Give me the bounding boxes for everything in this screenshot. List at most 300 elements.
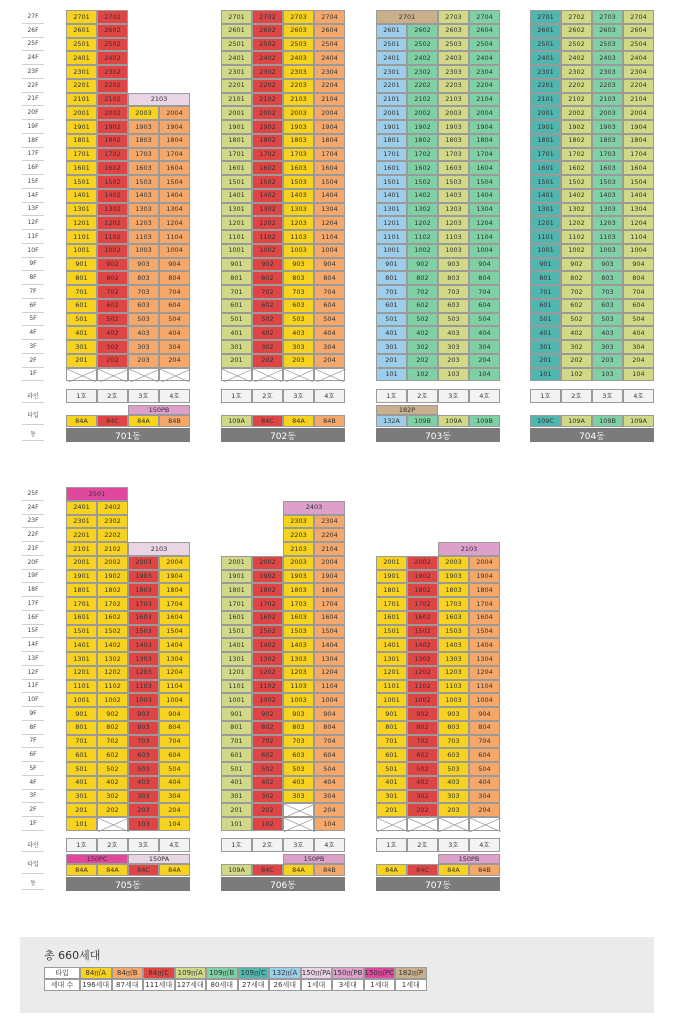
apartment-unit: 1202: [407, 216, 438, 230]
apartment-unit: 1801: [66, 134, 97, 148]
legend-count-132A: 26세대: [269, 979, 301, 991]
apartment-unit: 702: [407, 285, 438, 299]
apartment-unit: 1802: [407, 134, 438, 148]
apartment-unit: 701: [376, 735, 407, 749]
floor-label: 5F: [22, 313, 44, 327]
apartment-unit: 2303: [592, 65, 623, 79]
apartment-unit: 2602: [561, 24, 592, 38]
line-label: 2호: [252, 838, 283, 852]
empty-pilotis-cell: [283, 368, 314, 382]
apartment-unit: 1001: [66, 693, 97, 707]
type-label: 84A: [66, 864, 97, 876]
apartment-unit: 2003: [438, 556, 469, 570]
apartment-unit: 1602: [407, 161, 438, 175]
apartment-unit: 1402: [407, 189, 438, 203]
apartment-unit: 2104: [469, 93, 500, 107]
apartment-unit: 2602: [252, 24, 283, 38]
apartment-unit: 604: [469, 299, 500, 313]
apartment-unit: 803: [283, 271, 314, 285]
apartment-unit: 1701: [221, 148, 252, 162]
apartment-unit: 2001: [221, 106, 252, 120]
apartment-unit: 701: [530, 285, 561, 299]
apartment-unit: 2402: [407, 51, 438, 65]
apartment-unit: 301: [376, 340, 407, 354]
apartment-unit: 1902: [252, 570, 283, 584]
apartment-unit: 1904: [159, 570, 190, 584]
apartment-unit: 1003: [283, 693, 314, 707]
apartment-unit: 2301: [221, 65, 252, 79]
apartment-unit: 1304: [314, 203, 345, 217]
apartment-unit: 1802: [252, 583, 283, 597]
apartment-unit: 2401: [376, 51, 407, 65]
apartment-unit: 2204: [314, 79, 345, 93]
line-label: 4호: [159, 389, 190, 403]
legend-count-150PB: 3세대: [332, 979, 364, 991]
apartment-unit: 1603: [283, 161, 314, 175]
legend-count-109C: 27세대: [238, 979, 270, 991]
type-label: 109B: [469, 415, 500, 427]
floor-label: 12F: [22, 666, 44, 680]
apartment-unit: 2703: [283, 10, 314, 24]
row-label-line: 라인: [22, 389, 44, 403]
apartment-unit: 2503: [592, 38, 623, 52]
apartment-unit: 201: [221, 803, 252, 817]
apartment-unit: 2101: [66, 542, 97, 556]
apartment-unit: 2004: [469, 106, 500, 120]
apartment-unit: 1503: [128, 625, 159, 639]
dong-name-bar: 706동: [221, 877, 345, 891]
floor-label: 20F: [22, 556, 44, 570]
apartment-unit: 1702: [97, 597, 128, 611]
apartment-unit: 303: [128, 790, 159, 804]
apartment-unit: 403: [283, 326, 314, 340]
apartment-unit: 1804: [314, 583, 345, 597]
dong-name-bar: 707동: [376, 877, 500, 891]
floor-label: 13F: [22, 652, 44, 666]
apartment-unit: 504: [469, 762, 500, 776]
apartment-unit: 201: [530, 354, 561, 368]
apartment-unit: 2401: [530, 51, 561, 65]
apartment-unit: 1903: [592, 120, 623, 134]
apartment-unit: 1701: [530, 148, 561, 162]
apartment-unit: 301: [530, 340, 561, 354]
apartment-unit: 1103: [283, 680, 314, 694]
apartment-unit: 2401: [221, 51, 252, 65]
apartment-unit: 1803: [128, 583, 159, 597]
apartment-unit: 304: [469, 340, 500, 354]
apartment-unit: 2201: [221, 79, 252, 93]
line-label: 1호: [66, 389, 97, 403]
apartment-unit: 2402: [97, 501, 128, 515]
apartment-unit: 2003: [283, 106, 314, 120]
line-label: 3호: [438, 838, 469, 852]
apartment-unit: 1701: [221, 597, 252, 611]
row-label-dong: 동: [22, 427, 44, 441]
apartment-unit: 2504: [623, 38, 654, 52]
apartment-unit: 2102: [97, 542, 128, 556]
apartment-unit: 302: [97, 340, 128, 354]
apartment-unit: 1103: [283, 230, 314, 244]
floor-label: 11F: [22, 680, 44, 694]
apartment-unit: 1701: [66, 148, 97, 162]
penthouse-unit: 2103: [128, 542, 190, 556]
apartment-unit: 1102: [561, 230, 592, 244]
apartment-unit: 1503: [128, 175, 159, 189]
apartment-unit: 1303: [283, 203, 314, 217]
apartment-unit: 1503: [283, 625, 314, 639]
apartment-unit: 1504: [159, 625, 190, 639]
apartment-unit: 503: [438, 313, 469, 327]
apartment-unit: 1904: [469, 120, 500, 134]
apartment-unit: 2002: [407, 556, 438, 570]
apartment-unit: 1403: [128, 189, 159, 203]
line-label: 1호: [530, 389, 561, 403]
apartment-unit: 1701: [376, 148, 407, 162]
legend-count-109B: 80세대: [206, 979, 238, 991]
apartment-unit: 304: [623, 340, 654, 354]
apartment-unit: 1604: [159, 161, 190, 175]
apartment-unit: 2502: [97, 38, 128, 52]
apartment-unit: 1502: [252, 175, 283, 189]
apartment-unit: 404: [159, 326, 190, 340]
apartment-unit: 1601: [376, 611, 407, 625]
apartment-unit: 2202: [97, 79, 128, 93]
apartment-unit: 704: [314, 735, 345, 749]
penthouse-unit: 2501: [66, 487, 128, 501]
apartment-unit: 1502: [252, 625, 283, 639]
apartment-unit: 1703: [128, 148, 159, 162]
apartment-unit: 604: [623, 299, 654, 313]
apartment-unit: 802: [407, 271, 438, 285]
apartment-unit: 1802: [97, 134, 128, 148]
apartment-unit: 2103: [438, 93, 469, 107]
floor-label: 10F: [22, 244, 44, 258]
legend-type-109C: 109㎡C: [238, 967, 270, 979]
apartment-unit: 504: [314, 762, 345, 776]
apartment-unit: 301: [221, 340, 252, 354]
empty-pilotis-cell: [469, 817, 500, 831]
apartment-unit: 801: [66, 271, 97, 285]
apartment-unit: 1103: [128, 230, 159, 244]
apartment-unit: 2204: [469, 79, 500, 93]
apartment-unit: 2601: [530, 24, 561, 38]
line-label: 3호: [128, 838, 159, 852]
legend-count-84A: 196세대: [80, 979, 112, 991]
apartment-unit: 1304: [469, 652, 500, 666]
apartment-unit: 1402: [252, 189, 283, 203]
apartment-unit: 1503: [438, 175, 469, 189]
dong-name-bar: 705동: [66, 877, 190, 891]
apartment-unit: 703: [128, 285, 159, 299]
apartment-unit: 1304: [623, 203, 654, 217]
apartment-unit: 604: [314, 299, 345, 313]
apartment-unit: 503: [128, 762, 159, 776]
apartment-unit: 1601: [221, 161, 252, 175]
apartment-unit: 1704: [314, 597, 345, 611]
apartment-unit: 501: [376, 313, 407, 327]
apartment-unit: 1301: [221, 652, 252, 666]
apartment-unit: 1201: [376, 666, 407, 680]
apartment-unit: 1101: [530, 230, 561, 244]
floor-label: 9F: [22, 707, 44, 721]
apartment-unit: 2004: [159, 106, 190, 120]
apartment-unit: 2301: [66, 65, 97, 79]
dong-name-bar: 704동: [530, 428, 654, 442]
apartment-unit: 203: [128, 354, 159, 368]
apartment-unit: 703: [128, 735, 159, 749]
apartment-unit: 2403: [592, 51, 623, 65]
apartment-unit: 404: [469, 326, 500, 340]
apartment-unit: 1302: [252, 652, 283, 666]
apartment-unit: 1502: [561, 175, 592, 189]
apartment-unit: 1604: [623, 161, 654, 175]
apartment-unit: 902: [407, 258, 438, 272]
type-label: 109A: [623, 415, 654, 427]
line-label: 2호: [97, 389, 128, 403]
apartment-unit: 2004: [314, 106, 345, 120]
floor-label: 25F: [22, 487, 44, 501]
legend-count-150PA: 1세대: [301, 979, 333, 991]
apartment-unit: 1804: [314, 134, 345, 148]
apartment-unit: 804: [469, 271, 500, 285]
apartment-unit: 1801: [376, 134, 407, 148]
apartment-unit: 1004: [159, 693, 190, 707]
apartment-unit: 1301: [530, 203, 561, 217]
apartment-unit: 2603: [592, 24, 623, 38]
apartment-unit: 1803: [283, 583, 314, 597]
floor-label: 25F: [22, 38, 44, 52]
apartment-unit: 1701: [376, 597, 407, 611]
apartment-unit: 403: [128, 326, 159, 340]
apartment-unit: 804: [469, 721, 500, 735]
apartment-unit: 1902: [97, 570, 128, 584]
apartment-unit: 1501: [376, 625, 407, 639]
apartment-unit: 1003: [438, 693, 469, 707]
apartment-unit: 601: [66, 299, 97, 313]
apartment-unit: 704: [469, 285, 500, 299]
apartment-unit: 2301: [530, 65, 561, 79]
type-label: 84B: [314, 415, 345, 427]
apartment-unit: 1801: [530, 134, 561, 148]
apartment-unit: 1904: [469, 570, 500, 584]
apartment-unit: 1803: [283, 134, 314, 148]
apartment-unit: 1504: [623, 175, 654, 189]
apartment-unit: 2201: [66, 79, 97, 93]
apartment-unit: 1201: [66, 216, 97, 230]
apartment-unit: 901: [530, 258, 561, 272]
apartment-unit: 2202: [407, 79, 438, 93]
apartment-unit: 2501: [221, 38, 252, 52]
apartment-unit: 1204: [159, 666, 190, 680]
penthouse-unit: 2103: [128, 93, 190, 107]
apartment-unit: 504: [159, 762, 190, 776]
apartment-unit: 1903: [128, 120, 159, 134]
type-label: 84C: [128, 864, 159, 876]
floor-label: 19F: [22, 570, 44, 584]
apartment-unit: 2102: [407, 93, 438, 107]
apartment-unit: 603: [438, 748, 469, 762]
apartment-unit: 204: [314, 803, 345, 817]
apartment-unit: 1601: [221, 611, 252, 625]
apartment-unit: 903: [283, 258, 314, 272]
apartment-unit: 902: [252, 258, 283, 272]
apartment-unit: 1702: [97, 148, 128, 162]
type-label: 109B: [592, 415, 623, 427]
apartment-unit: 2201: [530, 79, 561, 93]
apartment-unit: 903: [438, 707, 469, 721]
apartment-unit: 604: [314, 748, 345, 762]
apartment-unit: 1401: [221, 189, 252, 203]
apartment-unit: 402: [97, 326, 128, 340]
apartment-unit: 1602: [97, 161, 128, 175]
apartment-unit: 802: [97, 271, 128, 285]
type-label: 84A: [159, 864, 190, 876]
legend-type-84C: 84㎡C: [143, 967, 175, 979]
apartment-unit: 1901: [221, 570, 252, 584]
apartment-unit: 2402: [252, 51, 283, 65]
apartment-unit: 1102: [407, 230, 438, 244]
apartment-unit: 1001: [376, 244, 407, 258]
apartment-unit: 2102: [97, 93, 128, 107]
apartment-unit: 501: [66, 762, 97, 776]
apartment-unit: 1403: [283, 638, 314, 652]
apartment-unit: 1101: [66, 680, 97, 694]
apartment-unit: 702: [407, 735, 438, 749]
apartment-unit: 904: [469, 258, 500, 272]
apartment-unit: 504: [469, 313, 500, 327]
apartment-unit: 701: [376, 285, 407, 299]
apartment-unit: 1801: [221, 134, 252, 148]
apartment-unit: 1101: [221, 680, 252, 694]
apartment-unit: 702: [97, 735, 128, 749]
apartment-unit: 1203: [283, 216, 314, 230]
apartment-unit: 1104: [469, 680, 500, 694]
type-label: 84A: [66, 415, 97, 427]
apartment-unit: 602: [561, 299, 592, 313]
apartment-unit: 801: [66, 721, 97, 735]
type-penthouse-label: 182P: [376, 405, 438, 415]
apartment-unit: 303: [283, 340, 314, 354]
floor-label: 17F: [22, 148, 44, 162]
apartment-unit: 1703: [283, 148, 314, 162]
apartment-unit: 2302: [561, 65, 592, 79]
apartment-unit: 902: [407, 707, 438, 721]
apartment-unit: 2501: [66, 38, 97, 52]
apartment-unit: 2203: [283, 528, 314, 542]
apartment-unit: 101: [376, 368, 407, 382]
type-penthouse-label: 150PB: [283, 854, 345, 864]
floor-label: 24F: [22, 501, 44, 515]
floor-label: 14F: [22, 189, 44, 203]
apartment-unit: 1903: [438, 570, 469, 584]
floor-label: 13F: [22, 203, 44, 217]
apartment-unit: 2302: [407, 65, 438, 79]
line-label: 2호: [97, 838, 128, 852]
apartment-unit: 201: [221, 354, 252, 368]
row-label-dong: 동: [22, 876, 44, 890]
apartment-unit: 1901: [376, 120, 407, 134]
apartment-unit: 1702: [407, 597, 438, 611]
apartment-unit: 2301: [66, 515, 97, 529]
type-penthouse-label: 150PB: [128, 405, 190, 415]
apartment-unit: 2304: [314, 515, 345, 529]
apartment-unit: 301: [376, 790, 407, 804]
penthouse-unit: 2403: [283, 501, 345, 515]
apartment-unit: 804: [623, 271, 654, 285]
apartment-unit: 404: [623, 326, 654, 340]
apartment-unit: 2303: [283, 65, 314, 79]
apartment-unit: 1004: [469, 693, 500, 707]
row-label-line: 라인: [22, 838, 44, 852]
type-label: 84A: [97, 864, 128, 876]
apartment-unit: 1801: [221, 583, 252, 597]
floor-label: 10F: [22, 693, 44, 707]
apartment-unit: 2403: [438, 51, 469, 65]
apartment-unit: 1501: [66, 625, 97, 639]
apartment-unit: 2001: [376, 556, 407, 570]
apartment-unit: 1301: [66, 652, 97, 666]
apartment-unit: 404: [159, 776, 190, 790]
floor-label: 15F: [22, 175, 44, 189]
apartment-unit: 502: [97, 762, 128, 776]
apartment-unit: 204: [469, 354, 500, 368]
type-penthouse-label: 150PB: [438, 854, 500, 864]
apartment-unit: 2203: [283, 79, 314, 93]
apartment-unit: 1904: [623, 120, 654, 134]
floor-label: 2F: [22, 803, 44, 817]
apartment-unit: 803: [438, 271, 469, 285]
apartment-unit: 2402: [97, 51, 128, 65]
apartment-unit: 601: [376, 299, 407, 313]
apartment-unit: 1203: [128, 666, 159, 680]
apartment-unit: 1204: [159, 216, 190, 230]
floor-label: 22F: [22, 79, 44, 93]
apartment-unit: 603: [128, 748, 159, 762]
apartment-unit: 1702: [252, 597, 283, 611]
type-label: 84A: [283, 415, 314, 427]
apartment-unit: 104: [314, 817, 345, 831]
apartment-unit: 1104: [623, 230, 654, 244]
apartment-unit: 402: [407, 776, 438, 790]
apartment-unit: 603: [128, 299, 159, 313]
apartment-unit: 1102: [252, 230, 283, 244]
apartment-unit: 303: [438, 340, 469, 354]
apartment-unit: 2003: [438, 106, 469, 120]
line-label: 1호: [66, 838, 97, 852]
apartment-unit: 2303: [283, 515, 314, 529]
apartment-unit: 1702: [561, 148, 592, 162]
apartment-unit: 1802: [252, 134, 283, 148]
apartment-unit: 1502: [407, 175, 438, 189]
line-label: 4호: [159, 838, 190, 852]
apartment-unit: 804: [159, 721, 190, 735]
apartment-unit: 702: [252, 735, 283, 749]
apartment-unit: 1604: [314, 161, 345, 175]
legend-type-84A: 84㎡A: [80, 967, 112, 979]
apartment-unit: 804: [159, 271, 190, 285]
type-label: 109A: [221, 415, 252, 427]
apartment-unit: 1504: [314, 175, 345, 189]
apartment-unit: 403: [592, 326, 623, 340]
apartment-unit: 2501: [376, 38, 407, 52]
apartment-unit: 602: [252, 748, 283, 762]
apartment-unit: 202: [252, 803, 283, 817]
floor-label: 12F: [22, 216, 44, 230]
apartment-unit: 203: [128, 803, 159, 817]
floor-label: 1F: [22, 817, 44, 831]
apartment-unit: 2504: [469, 38, 500, 52]
apartment-unit: 2703: [592, 10, 623, 24]
